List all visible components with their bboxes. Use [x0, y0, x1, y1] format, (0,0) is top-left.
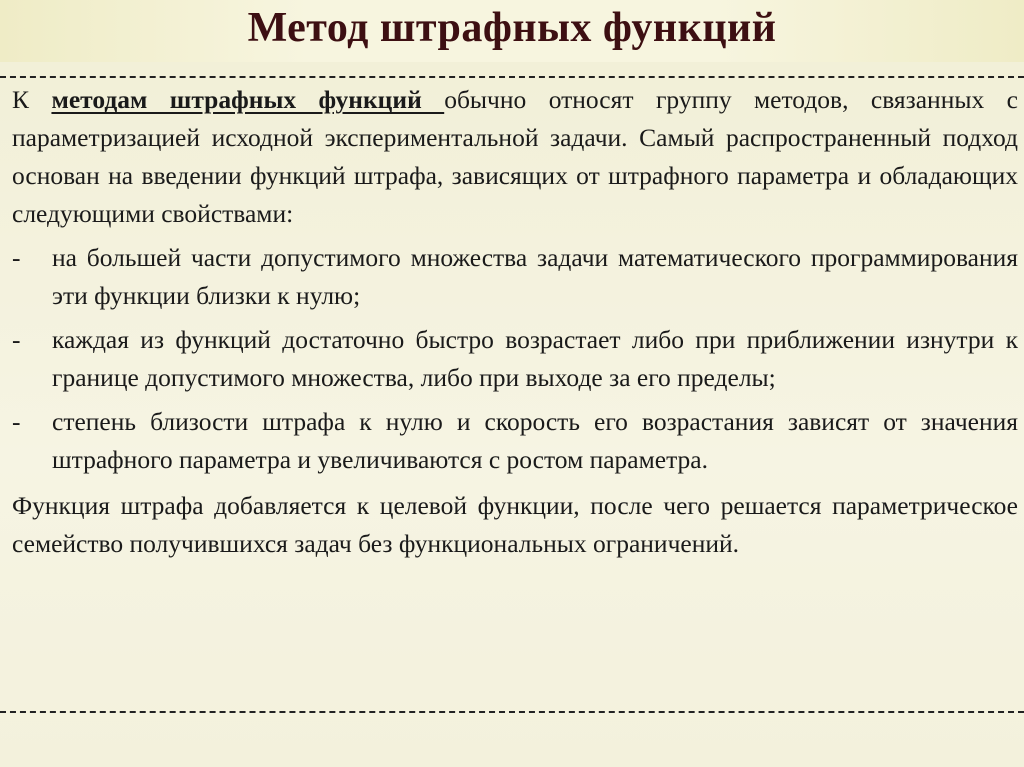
bullet-item: [12, 403, 1018, 479]
bullet-item: [12, 321, 1018, 397]
bullet-text: на большей части допустимого множества задачи математического программирования эти функции близки к нулю;: [52, 243, 1018, 310]
bullet-marker: -: [12, 243, 21, 272]
bullet-marker: -: [12, 407, 21, 436]
outro-paragraph: Функция штрафа добавляется к целевой функции, после чего решается параметрическое семейство получившихся задач без функциональных ограничений.: [12, 491, 1018, 558]
intro-lead: К: [12, 85, 52, 114]
intro-paragraph: [12, 81, 1018, 233]
top-dashed-divider: [0, 76, 1024, 78]
bottom-dashed-divider: [0, 711, 1024, 713]
bullet-text: степень близости штрафа к нулю и скорость его возрастания зависят от значения штрафного параметра и увеличиваются с ростом параметра.: [52, 407, 1018, 474]
bullet-text: каждая из функций достаточно быстро возрастает либо при приближении изнутри к границе допустимого множества, либо при выходе за его пределы;: [52, 325, 1018, 392]
intro-rest: обычно относят группу методов, связанных с параметризацией исходной экспериментальной задачи. Самый распространенный подход основан на введении функций штрафа, зависящих от штрафного параметра и обладающих следующими свойствами:: [12, 85, 1018, 228]
slide-title: Метод штрафных функций: [247, 5, 777, 51]
intro-term: методам штрафных функций: [51, 85, 445, 114]
bullet-item: [12, 239, 1018, 315]
bullet-marker: -: [12, 325, 21, 354]
slide-content: [12, 81, 1018, 563]
